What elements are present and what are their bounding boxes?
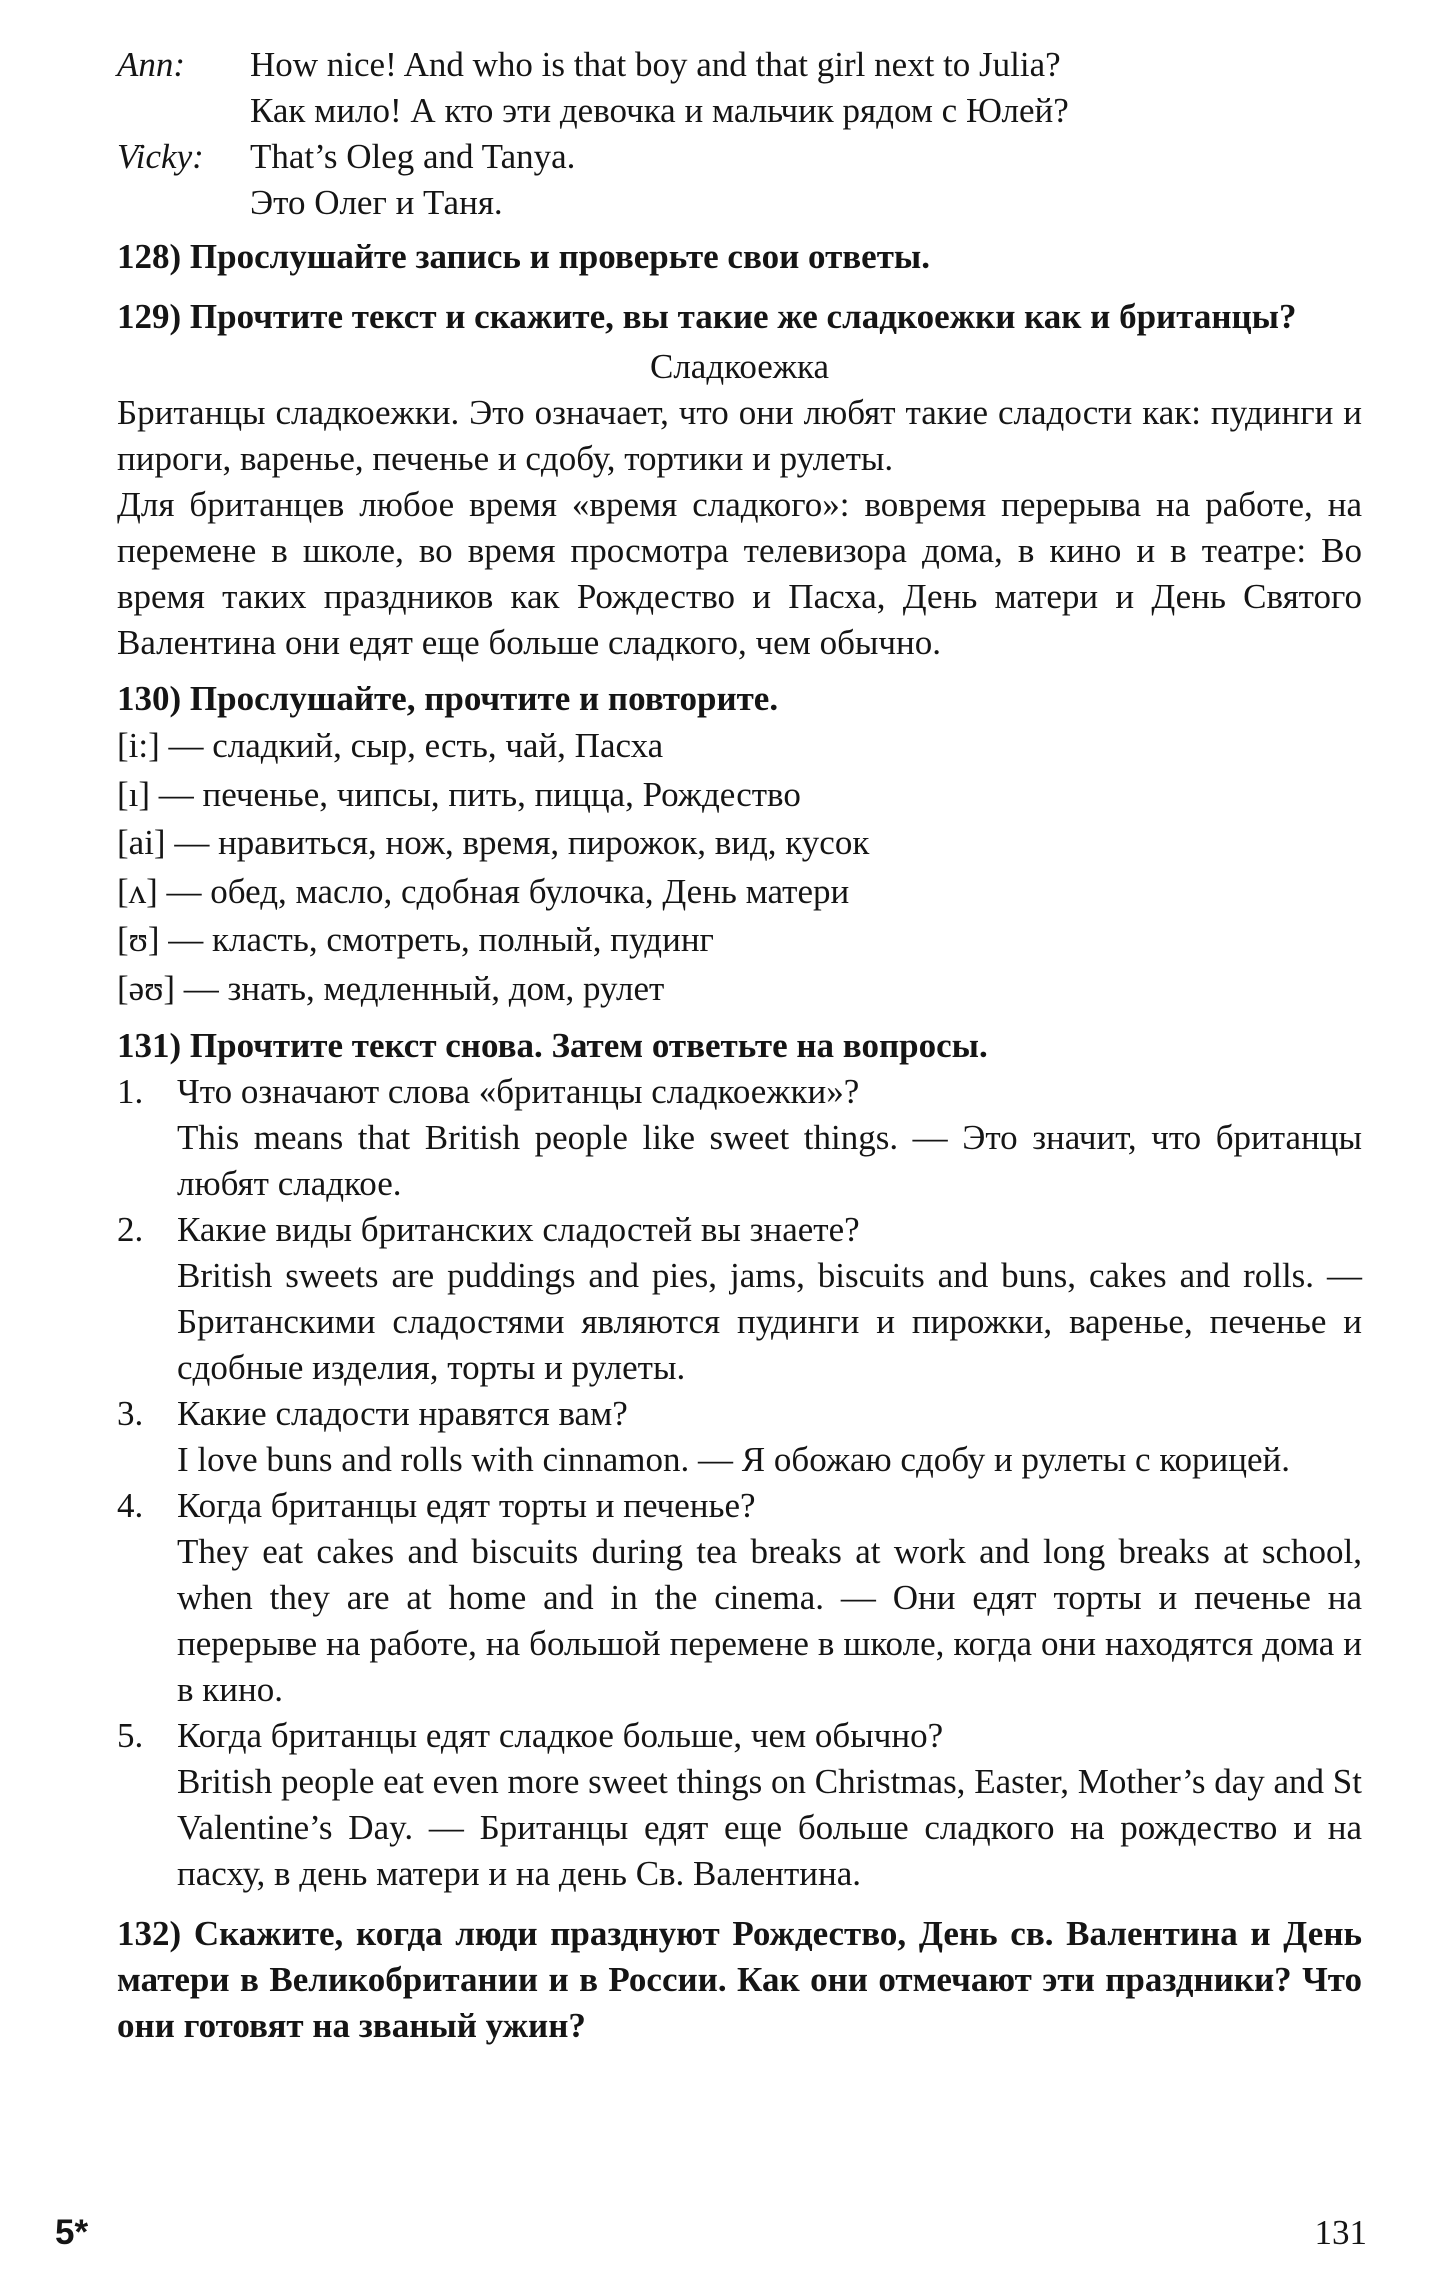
page-footer: [55, 2213, 1367, 2253]
question-item: [117, 1483, 1362, 1713]
text-paragraph: Для британцев любое время «время сладкого»: вовремя перерыва на работе, на перемене в школе, во время просмотра телевизора дома, в кино и в театре: Во время таких праздников как Рождество и Пасха, День матери и День Святого Валентина они едят еще больше сладкого, чем обычно.: [117, 485, 1362, 662]
answer-text: British sweets are puddings and pies, jams, biscuits and buns, cakes and rolls. — Британскими сладостями являются пудинги и пирожки, варенье, печенье и сдобные изделия, торты и рулеты.: [177, 1256, 1362, 1387]
question-item: [117, 1069, 1362, 1207]
phonetics-item: [ı] — печенье, чипсы, пить, пицца, Рождество: [117, 774, 801, 814]
phonetics-item: [əʊ] — знать, медленный, дом, рулет: [117, 968, 665, 1008]
question-list: [117, 1069, 1362, 1897]
question-item: [117, 1207, 1362, 1391]
question-number: 5.: [117, 1716, 144, 1755]
question-item: [117, 1713, 1362, 1897]
answer-text: I love buns and rolls with cinnamon. — Я обожаю сдобу и рулеты с корицей.: [177, 1440, 1291, 1479]
question-text: Какие сладости нравятся вам?: [177, 1394, 628, 1433]
answer-text: British people eat even more sweet things on Christmas, Easter, Mother’s day and St Valentine’s Day. — Британцы едят еще больше сладкого на рождество и на пасху, в день матери и на день Св. Валентина.: [177, 1762, 1362, 1893]
page-content: [117, 42, 1362, 2049]
question-text: Какие виды британских сладостей вы знаете?: [177, 1210, 860, 1249]
question-number: 3.: [117, 1394, 144, 1433]
task-129-heading: 129) Прочтите текст и скажите, вы такие же сладкоежки как и британцы?: [117, 297, 1297, 336]
phonetics-item: [ai] — нравиться, нож, время, пирожок, вид, кусок: [117, 823, 870, 862]
question-text: Когда британцы едят торты и печенье?: [177, 1486, 756, 1525]
question-item: [117, 1391, 1362, 1483]
question-text: Что означают слова «британцы сладкоежки»?: [177, 1072, 860, 1111]
question-number: 4.: [117, 1486, 144, 1525]
question-text: Когда британцы едят сладкое больше, чем обычно?: [177, 1716, 944, 1755]
dialogue-line: That’s Oleg and Tanya.: [250, 137, 576, 176]
speaker-vicky: Vicky:: [117, 137, 204, 176]
question-number: 1.: [117, 1072, 144, 1111]
task-128-heading: 128) Прослушайте запись и проверьте свои ответы.: [117, 237, 930, 276]
phonetics-item: [ʊ] — класть, смотреть, полный, пудинг: [117, 920, 714, 959]
text-title: Сладкоежка: [649, 347, 830, 386]
text-paragraph: Британцы сладкоежки. Это означает, что они любят такие сладости как: пудинги и пироги, варенье, печенье и сдобу, тортики и рулеты.: [117, 393, 1362, 478]
answer-text: They eat cakes and biscuits during tea breaks at work and long breaks at school, when they are at home and in the cinema. — Они едят торты и печенье на перерыве на работе, на большой перемене в школе, когда они находятся дома и в кино.: [177, 1532, 1362, 1709]
page-number: 131: [1314, 2213, 1367, 2252]
dialogue-line: How nice! And who is that boy and that girl next to Julia?: [250, 45, 1061, 84]
dialogue-line: Это Олег и Таня.: [250, 183, 503, 222]
dialogue-line: Как мило! А кто эти девочка и мальчик рядом с Юлей?: [250, 91, 1069, 130]
task-131-heading: 131) Прочтите текст снова. Затем ответьте на вопросы.: [117, 1026, 988, 1065]
speaker-ann: Ann:: [117, 45, 186, 84]
phonetics-item: [ʌ] — обед, масло, сдобная булочка, День матери: [117, 871, 850, 911]
task-132-heading: 132) Скажите, когда люди празднуют Рождество, День св. Валентина и День матери в Великобритании и в России. Как они отмечают эти праздники? Что они готовят на званый ужин?: [117, 1914, 1362, 2045]
dialogue: [117, 42, 1362, 226]
phonetics-item: [i:] — сладкий, сыр, есть, чай, Пасха: [117, 726, 664, 765]
answer-text: This means that British people like sweet things. — Это значит, что британцы любят сладкое.: [177, 1118, 1362, 1203]
signature-mark: 5*: [55, 2213, 89, 2252]
phonetics-list: [117, 722, 1362, 1013]
question-number: 2.: [117, 1210, 144, 1249]
task-130-heading: 130) Прослушайте, прочтите и повторите.: [117, 679, 779, 718]
